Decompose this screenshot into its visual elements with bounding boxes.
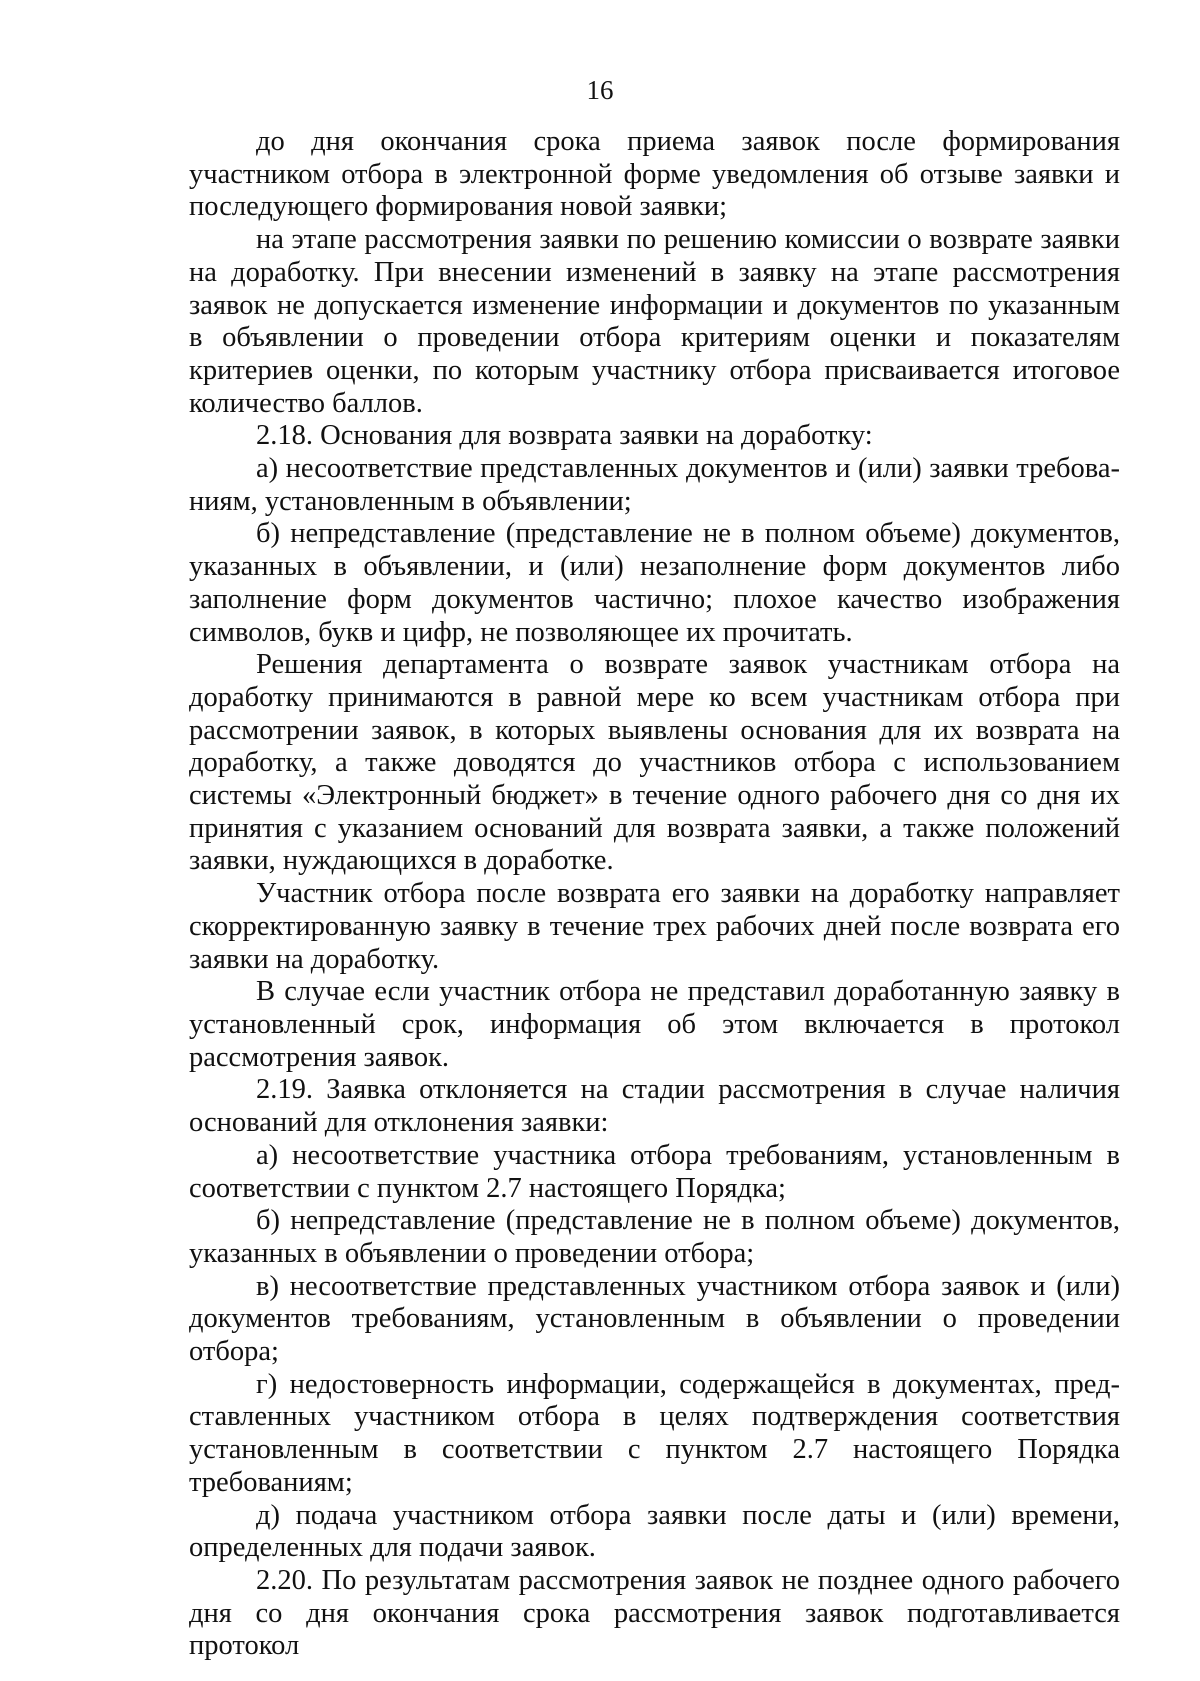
document-body [189,126,1120,1663]
paragraph-2-20: 2.20. По результатам рассмотрения заявок не позднее одного рабочего дня со дня окончания срока рассмотрения заявок подготавливается протокол [189,1564,1120,1662]
paragraph-2-19-b: б) непредставление (представление не в полном объеме) документов, указанных в объявлении о проведении отбора; [189,1205,1120,1269]
paragraph-2-19-g: г) недостоверность информации, содержащейся в документах, представленных участником отбора в целях подтверждения соответствия установленным в соответствии с пунктом 2.7 настоящего Порядка требованиям; [189,1368,1120,1498]
paragraph-withdrawal-before-deadline: до дня окончания срока приема заявок после формирования участником отбора в электронной форме уведомления об отзыве заявки и последующего формирования новой заявки; [189,126,1120,223]
paragraph-2-18-heading: 2.18. Основания для возврата заявки на доработку: [256,420,873,452]
paragraph-2-19-d: д) подача участником отбора заявки после даты и (или) времени, определенных для подачи заявок. [189,1499,1120,1564]
page-number: 16 [586,75,614,105]
paragraph-corrected-application: Участник отбора после возврата его заявки на доработку направляет скорректированную заявку в течение трех рабочих дней после возврата его заявки на доработку. [189,878,1120,975]
paragraph-2-19-v: в) несоответствие представленных участником отбора заявок и (или) документов требованиям, установленным в объявлении о проведении отбора; [189,1270,1120,1368]
paragraph-2-18-a: а) несоответствие представленных документов и (или) заявки требованиям, установленным в объявлении; [189,453,1120,517]
paragraph-2-19-heading: 2.19. Заявка отклоняется на стадии рассмотрения в случае наличия оснований для отклонения заявки: [189,1074,1120,1139]
paragraph-department-decisions: Решения департамента о возврате заявок участникам отбора на доработку принимаются в равной мере ко всем участникам отбора при рассмотрении заявок, в которых выявлены основания для их возврата на доработку, а также доводятся до участников отбора с использованием системы «Электронный бюджет» в течение одного рабочего дня со дня их принятия с указанием оснований для возврата заявки, а также положений заявки, нуждающихся в доработке. [189,649,1120,877]
paragraph-2-19-a: а) несоответствие участника отбора требованиям, установленным в соответствии с пунктом 2.7 настоящего Порядка; [189,1139,1120,1204]
paragraph-2-18-b: б) непредставление (представление не в полном объеме) документов, указанных в объявлении, и (или) незаполнение форм документов либо заполнение форм документов частично; плохое качество изображения символов, букв и цифр, не позволяющее их прочитать. [189,518,1120,648]
paragraph-not-submitted-in-time: В случае если участник отбора не представил доработанную заявку в установленный срок, информация об этом включается в протокол рассмотрения заявок. [189,976,1120,1073]
paragraph-return-for-revision-stage: на этапе рассмотрения заявки по решению комиссии о возврате заявки на доработку. При внесении изменений в заявку на этапе рассмотрения заявок не допускается изменение информации и документов по указанным в объявлении о проведении отбора критериям оценки и показателям критериев оценки, по которым участнику отбора присваивается итоговое количество баллов. [189,224,1120,419]
